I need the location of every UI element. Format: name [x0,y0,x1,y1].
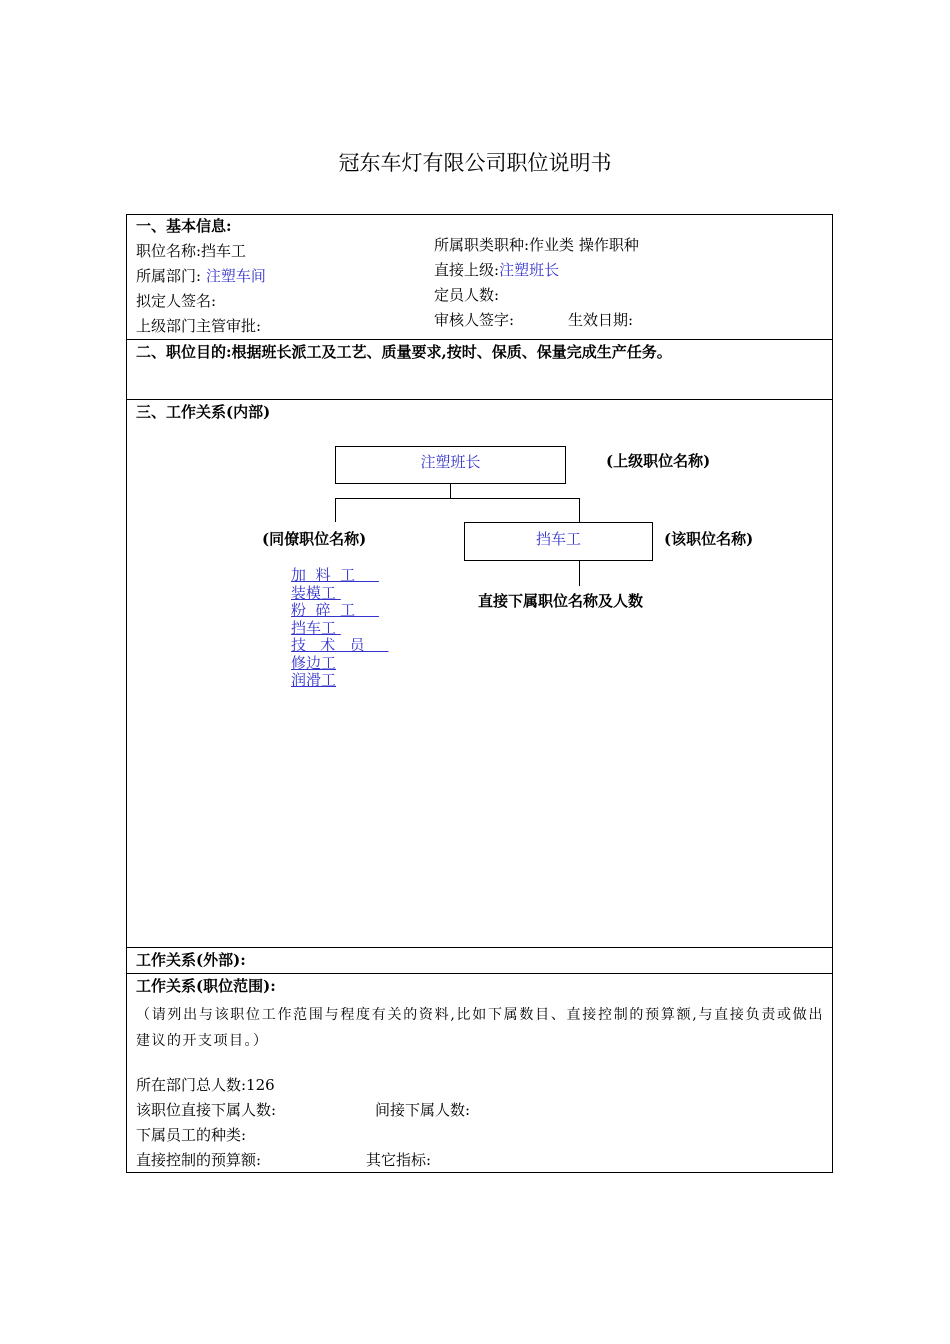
peer-caption: (同僚职位名称) [262,530,367,548]
self-caption: (该职位名称) [664,530,754,548]
department-value: 注塑车间 [205,267,266,285]
indirect-subordinates: 间接下属人数: [375,1101,471,1119]
connector-peer [335,498,336,522]
connector-subordinate [579,561,580,586]
scope-heading: 工作关系(职位范围): [136,977,276,995]
drafter-sign: 拟定人签名: [136,292,217,310]
other-indicators: 其它指标: [366,1151,432,1169]
department-label: 所属部门: [136,267,206,285]
superior-caption: (上级职位名称) [606,452,711,470]
direct-superior-value: 注塑班长 [499,261,560,279]
divider-section-3 [126,399,833,400]
job-category: 所属职类职种:作业类 操作职种 [434,236,639,254]
effective-date: 生效日期: [568,311,634,329]
headcount: 定员人数: [434,286,500,304]
superior-box: 注塑班长 [335,446,566,484]
direct-superior-row [434,263,559,278]
direct-budget: 直接控制的预算额: [136,1151,262,1169]
divider-scope [126,973,833,974]
scope-note: （请列出与该职位工作范围与程度有关的资料,比如下属数目、直接控制的预算额,与直接负责或做出建议的开支项目。） [136,1007,824,1049]
peer-link[interactable]: 修边工 [291,654,337,672]
superior-approval: 上级部门主管审批: [136,317,262,335]
external-heading: 工作关系(外部): [136,951,246,969]
subordinate-types: 下属员工的种类: [136,1126,247,1144]
direct-subordinates: 该职位直接下属人数: [136,1101,277,1119]
section3-heading: 三、工作关系(内部) [136,403,271,421]
position-name: 职位名称:挡车工 [136,242,247,260]
self-box: 挡车工 [464,522,653,561]
document-title: 冠东车灯有限公司职位说明书 [338,151,612,175]
peer-link[interactable]: 加 料 工 [291,566,379,584]
connector-down [450,484,451,498]
peer-link[interactable]: 装模工 [291,584,341,602]
department-row [136,269,266,284]
peer-link[interactable]: 挡车工 [291,619,341,637]
divider-external [126,947,833,948]
dept-total: 所在部门总人数:126 [136,1076,275,1094]
divider-section-2 [126,339,833,340]
peer-link[interactable]: 粉 碎 工 [291,601,379,619]
peer-link[interactable]: 润滑工 [291,671,337,689]
section2-heading: 二、职位目的:根据班长派工及工艺、质量要求,按时、保质、保量完成生产任务。 [136,343,672,361]
direct-superior-label: 直接上级: [434,261,500,279]
section1-heading: 一、基本信息: [136,217,232,235]
peer-link[interactable]: 技 术 员 [291,636,389,654]
subordinate-caption: 直接下属职位名称及人数 [478,592,644,610]
reviewer-sign: 审核人签字: [434,311,515,329]
connector-self [579,498,580,522]
connector-horizontal [335,498,580,499]
